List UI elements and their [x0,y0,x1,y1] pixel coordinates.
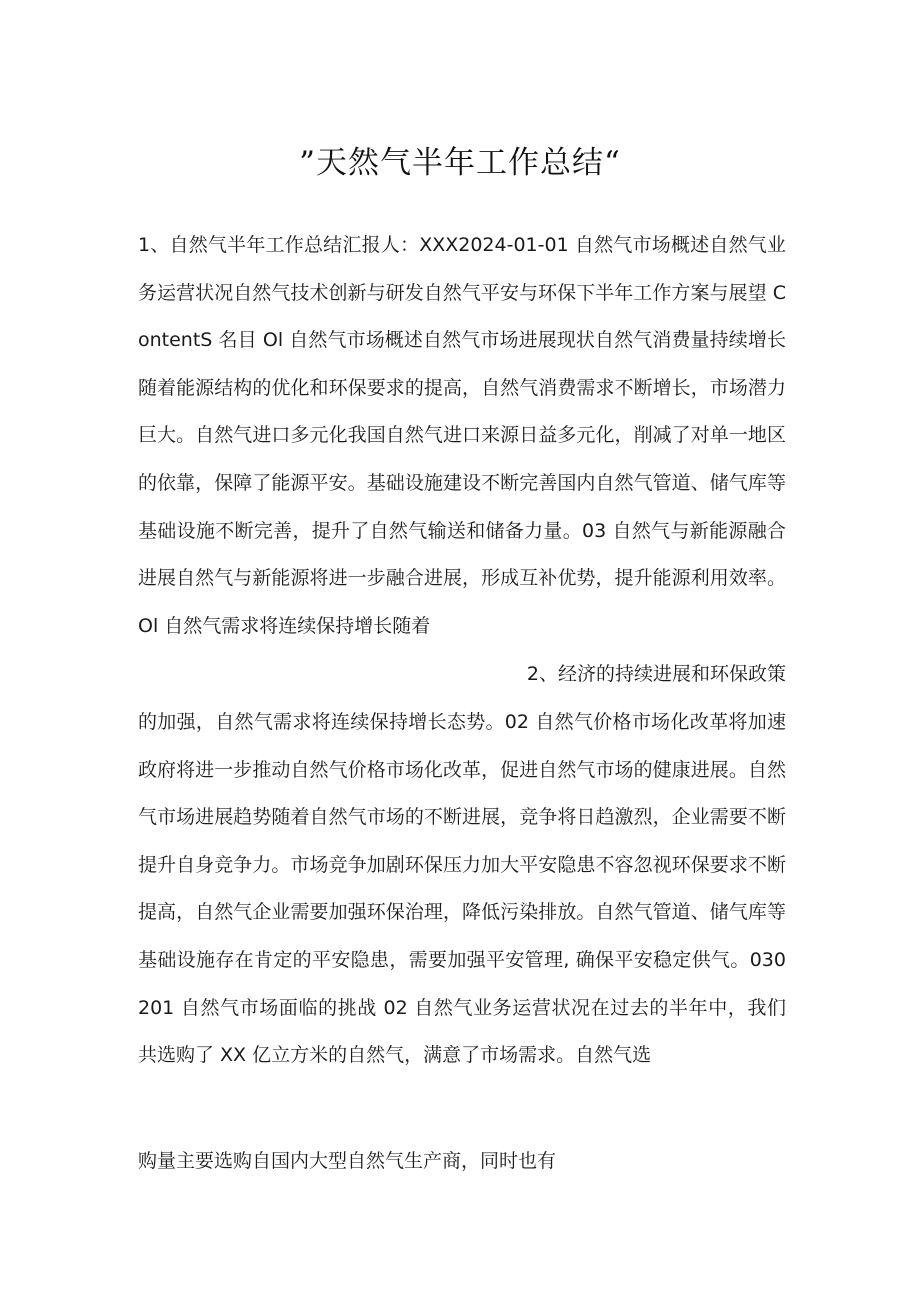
paragraph-2: 2、经济的持续进展和环保政策 [526,663,786,685]
document-title: ”天然气半年工作总结“ [299,145,621,181]
paragraph-3: 的加强，自然气需求将连续保持增长态势。02 自然气价格市场化改革将加速政府将进一步推动自然气价格市场化改革，促进自然气市场的健康进展。自然气市场进展趋势随着自然气市场的不断进展，竞争将日趋激烈，企业需要不断提升自身竞争力。市场竞争加剧环保压力加大平安隐患不容忽视环保要求不断提高，自然气企业需要加强环保治理，降低污染排放。自然气管道、储气库等基础设施存在肯定的平安隐患，需要加强平安管理, 确保平安稳定供气。030201 自然气市场面临的挑战 02 自然气业务运营状况在过去的半年中，我们共选购了 XX 亿立方米的自然气，满意了市场需求。自然气选 [138,711,786,1067]
paragraph-4: 购量主要选购自国内大型自然气生产商，同时也有 [138,1150,557,1172]
paragraph-1: 1、自然气半年工作总结汇报人：XXX2024-01-01 自然气市场概述自然气业务运营状况自然气技术创新与研发自然气平安与环保下半年工作方案与展望 ContentS 名目 Ol 自然气市场概述自然气市场进展现状自然气消费量持续增长随着能源结构的优化和环保要求的提高，自然气消费需求不断增长，市场潜力巨大。自然气进口多元化我国自然气进口来源日益多元化，削减了对单一地区的依靠，保障了能源平安。基础设施建设不断完善国内自然气管道、储气库等基础设施不断完善，提升了自然气输送和储备力量。03 自然气与新能源融合进展自然气与新能源将进一步融合进展，形成互补优势，提升能源利用效率。Ol 自然气需求将连续保持增长随着 [138,234,786,637]
